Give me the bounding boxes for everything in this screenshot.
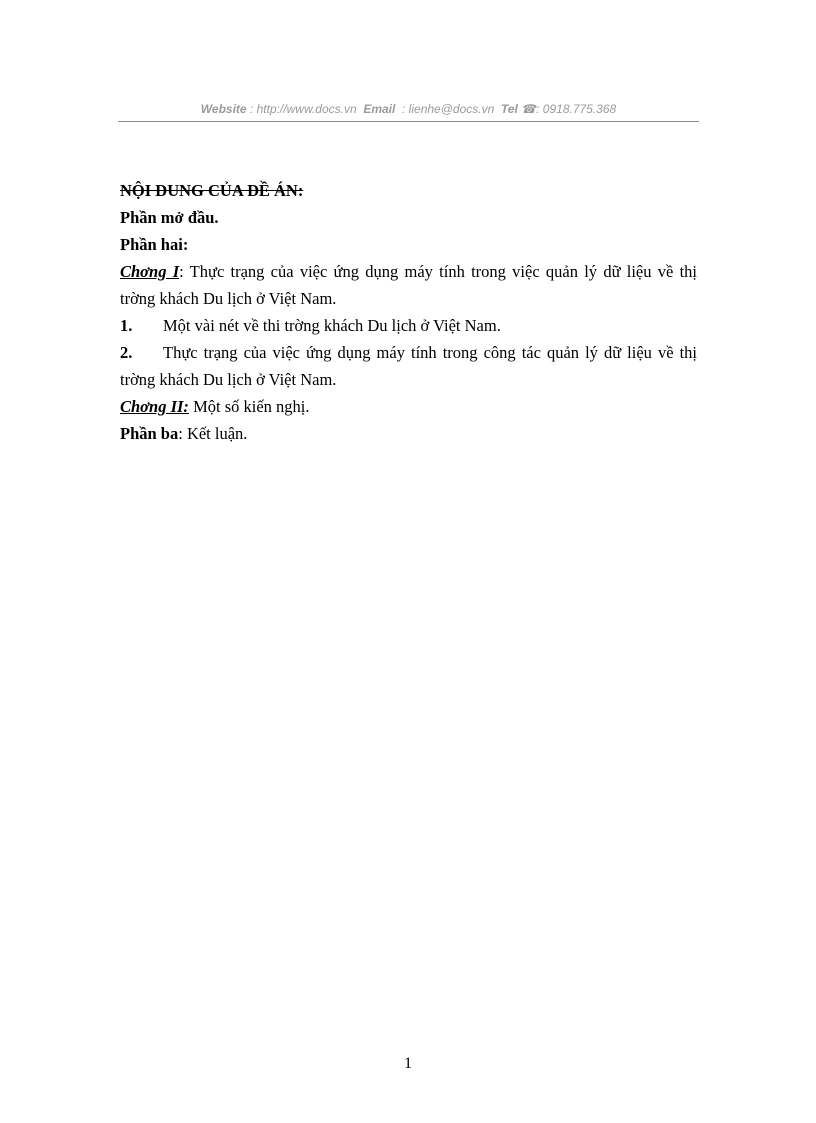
chapter-two-tag: Chơng II: (120, 397, 189, 416)
telephone-icon: ☎ (521, 102, 537, 116)
part-three-label: Phần ba (120, 424, 179, 443)
tel-label: Tel (500, 102, 518, 116)
item-one (120, 312, 697, 339)
part-three-paragraph (120, 420, 697, 447)
item-one-text: Một vài nét về thi trờng khách Du lịch ở Việt Nam. (163, 316, 501, 335)
item-one-number: 1. (120, 316, 133, 335)
part-three-text: : Kết luận. (178, 424, 248, 443)
item-two (120, 339, 697, 393)
chapter-one-text: : Thực trạng của việc ứng dụng máy tính trong việc quản lý dữ liệu về thị trờng khách Du lịch ở Việt Nam. (120, 262, 697, 308)
item-two-text: Thực trạng của việc ứng dụng máy tính trong công tác quản lý dữ liệu về thị trờng khách Du lịch ở Việt Nam. (120, 343, 697, 389)
page-header (118, 102, 699, 116)
chapter-one-tag: Chơng I (120, 262, 180, 281)
email-value: : lienhe@docs.vn (402, 102, 495, 116)
website-label: Website (200, 102, 247, 116)
website-value: : http://www.docs.vn (249, 102, 357, 116)
document-body (120, 177, 697, 447)
chapter-two-paragraph (120, 393, 697, 420)
part-two-heading: Phần hai: (120, 235, 189, 254)
chapter-two-text: Một số kiến nghị. (188, 397, 310, 416)
header-rule (118, 121, 699, 122)
email-label: Email (363, 102, 396, 116)
item-two-number: 2. (120, 343, 133, 362)
tel-value: : 0918.775.368 (536, 102, 617, 116)
page-number: 1 (404, 1055, 412, 1072)
document-title: NỘI DUNG CỦA ĐỀ ÁN: (120, 181, 304, 200)
part-one-heading: Phần mở đầu. (120, 208, 219, 227)
chapter-one-paragraph (120, 258, 697, 312)
